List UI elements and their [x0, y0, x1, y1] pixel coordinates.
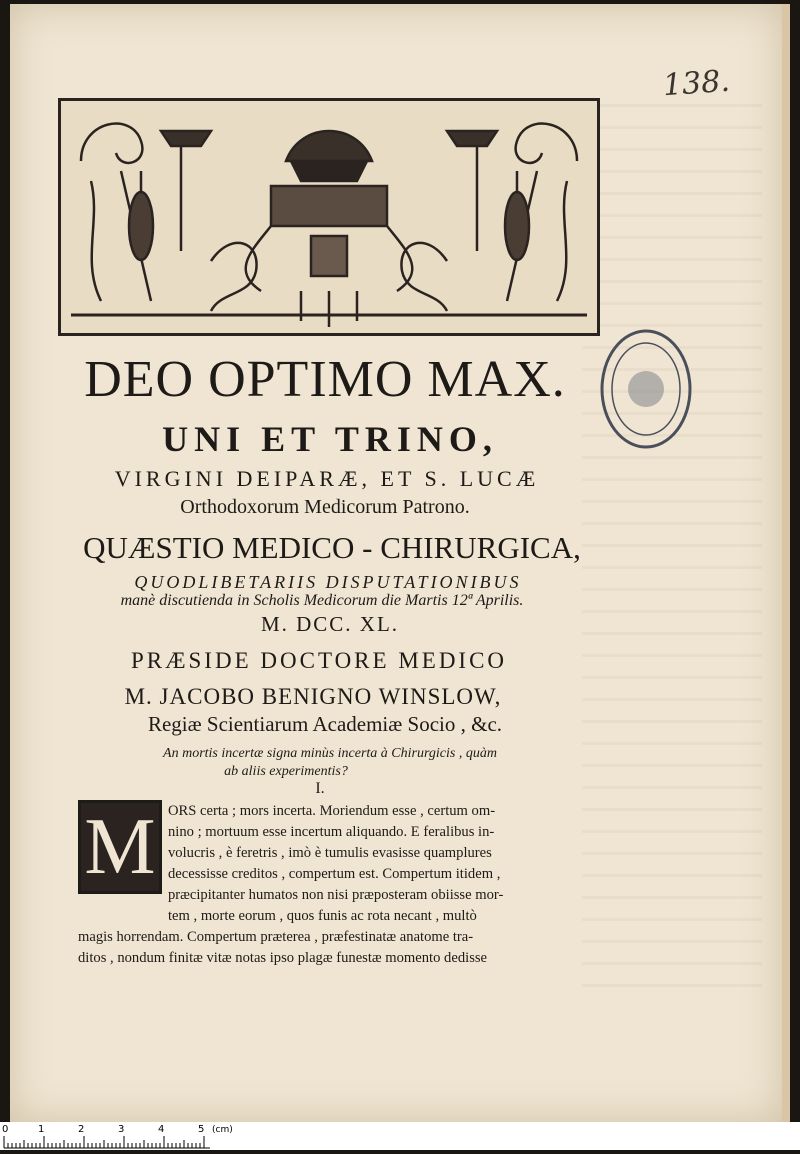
title-quaestio: QUÆSTIO MEDICO - CHIRURGICA,	[83, 530, 581, 565]
title-praeside: PRÆSIDE DOCTORE MEDICO	[130, 648, 508, 673]
ruler-label-3: 3	[118, 1124, 125, 1135]
section-number: I.	[315, 780, 325, 797]
question-line-2: ab aliis experimentis?	[224, 764, 348, 779]
drop-capital	[78, 800, 162, 894]
title-quodlibetariis: QUODLIBETARIIS DISPUTATIONIBUS	[134, 572, 522, 592]
body-line: tem , morte eorum , quos funis ac rota necant , multò	[168, 908, 477, 924]
title-mane-discutienda: manè discutienda in Scholis Medicorum die Martis 12ª Aprilis.	[120, 592, 524, 609]
title-year: M. DCC. XL.	[260, 612, 400, 636]
scale-ruler	[0, 1122, 800, 1150]
body-line: ditos , nondum finitæ vitæ notas ipso plagæ funestæ momento dedisse	[78, 950, 488, 966]
ruler-scale	[0, 1122, 800, 1150]
ornamental-headpiece	[58, 98, 600, 336]
body-line: nino ; mortuum esse incertum aliquando. E feralibus in-	[168, 824, 495, 840]
body-line: decessisse creditos , compertum est. Compertum itidem ,	[168, 866, 501, 882]
body-line: ORS certa ; mors incerta. Moriendum esse , certum om-	[168, 803, 496, 819]
ruler-label-5: 5	[198, 1124, 205, 1135]
ruler-label-4: 4	[158, 1124, 165, 1135]
title-virgini: VIRGINI DEIPARÆ, ET S. LUCÆ	[114, 466, 540, 491]
title-deo-optimo: DEO OPTIMO MAX.	[84, 351, 566, 408]
body-line: præcipitanter humatos non nisi præposteram obiisse mor-	[168, 887, 504, 903]
folio-number: 138.	[662, 63, 732, 104]
body-line: volucris , è feretris , imò è tumulis evasisse quamplures	[168, 845, 492, 861]
question-line-1: An mortis incertæ signa minùs incerta à Chirurgicis , quàm	[163, 746, 497, 761]
title-winslow: M. JACOBO BENIGNO WINSLOW,	[124, 684, 502, 709]
title-uni-et-trino: UNI ET TRINO,	[162, 419, 498, 459]
ruler-label-2: 2	[78, 1124, 85, 1135]
title-regiae: Regiæ Scientiarum Academiæ Socio , &c.	[147, 712, 503, 736]
ruler-label-0: 0	[2, 1124, 9, 1135]
ruler-unit: (cm)	[212, 1125, 233, 1135]
drop-capital-letter: M	[84, 803, 156, 891]
title-orthodoxorum: Orthodoxorum Medicorum Patrono.	[180, 496, 470, 518]
stamp-seal	[596, 324, 696, 454]
library-stamp	[596, 324, 696, 454]
body-line: magis horrendam. Compertum præterea , præfestinatæ anatome tra-	[78, 929, 474, 945]
headpiece-engraving	[61, 101, 597, 333]
ruler-label-1: 1	[38, 1124, 45, 1135]
